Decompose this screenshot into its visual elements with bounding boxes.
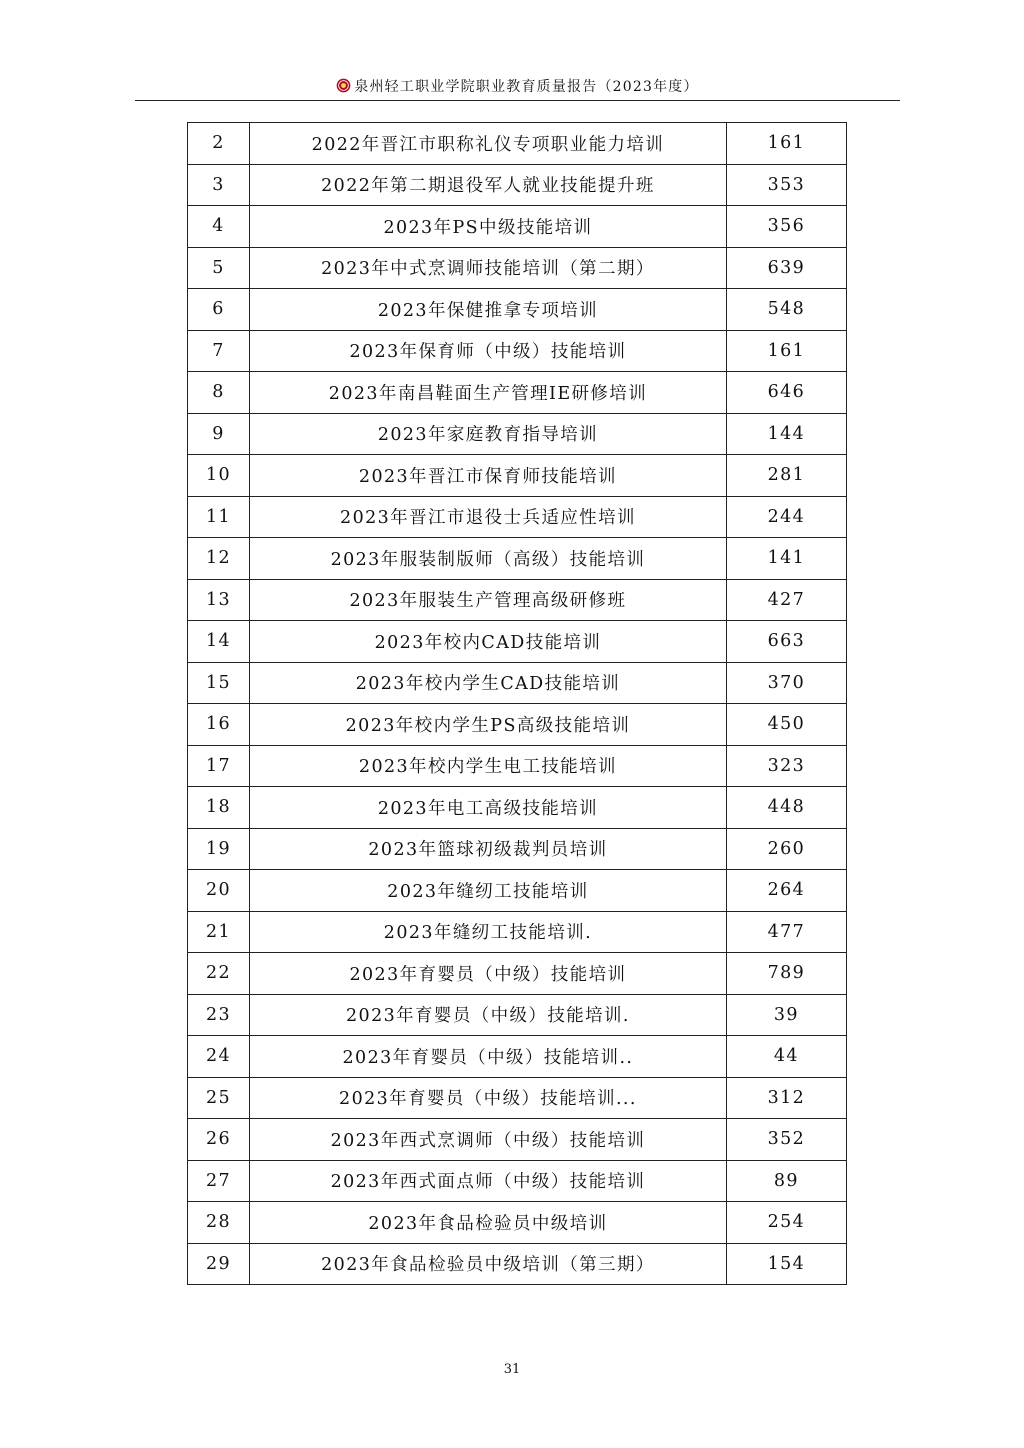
table-row [188, 1160, 847, 1202]
training-name-cell: 2023年育婴员（中级）技能培训. [250, 994, 727, 1036]
table-row [188, 289, 847, 331]
participant-count-cell: 312 [726, 1077, 846, 1119]
table-row [188, 870, 847, 912]
table-row [188, 621, 847, 663]
training-name-cell: 2023年西式面点师（中级）技能培训 [250, 1160, 727, 1202]
training-name-cell: 2022年第二期退役军人就业技能提升班 [250, 164, 727, 206]
row-number-cell: 12 [188, 538, 250, 580]
table-row [188, 455, 847, 497]
participant-count-cell: 161 [726, 123, 846, 165]
row-number-cell: 14 [188, 621, 250, 663]
table-row [188, 911, 847, 953]
table-row [188, 994, 847, 1036]
row-number-cell: 28 [188, 1202, 250, 1244]
training-name-cell: 2023年育婴员（中级）技能培训.. [250, 1036, 727, 1078]
training-name-cell: 2023年校内CAD技能培训 [250, 621, 727, 663]
participant-count-cell: 161 [726, 330, 846, 372]
row-number-cell: 21 [188, 911, 250, 953]
header-title: 泉州轻工职业学院职业教育质量报告（2023年度） [354, 79, 699, 95]
row-number-cell: 7 [188, 330, 250, 372]
participant-count-cell: 663 [726, 621, 846, 663]
participant-count-cell: 323 [726, 745, 846, 787]
participant-count-cell: 477 [726, 911, 846, 953]
training-name-cell: 2023年食品检验员中级培训（第三期） [250, 1243, 727, 1285]
participant-count-cell: 264 [726, 870, 846, 912]
row-number-cell: 4 [188, 206, 250, 248]
participant-count-cell: 281 [726, 455, 846, 497]
row-number-cell: 18 [188, 787, 250, 829]
header-line [135, 76, 900, 96]
row-number-cell: 5 [188, 247, 250, 289]
page-header [135, 74, 900, 101]
row-number-cell: 16 [188, 704, 250, 746]
training-name-cell: 2023年晋江市退役士兵适应性培训 [250, 496, 727, 538]
participant-count-cell: 89 [726, 1160, 846, 1202]
table-row [188, 787, 847, 829]
training-name-cell: 2023年电工高级技能培训 [250, 787, 727, 829]
table-row [188, 579, 847, 621]
row-number-cell: 2 [188, 123, 250, 165]
training-name-cell: 2023年校内学生PS高级技能培训 [250, 704, 727, 746]
row-number-cell: 6 [188, 289, 250, 331]
table-row [188, 330, 847, 372]
training-name-cell: 2023年育婴员（中级）技能培训... [250, 1077, 727, 1119]
training-name-cell: 2023年中式烹调师技能培训（第二期） [250, 247, 727, 289]
participant-count-cell: 646 [726, 372, 846, 414]
row-number-cell: 24 [188, 1036, 250, 1078]
row-number-cell: 9 [188, 413, 250, 455]
row-number-cell: 23 [188, 994, 250, 1036]
training-name-cell: 2023年PS中级技能培训 [250, 206, 727, 248]
training-name-cell: 2023年晋江市保育师技能培训 [250, 455, 727, 497]
training-name-cell: 2023年西式烹调师（中级）技能培训 [250, 1119, 727, 1161]
participant-count-cell: 548 [726, 289, 846, 331]
training-name-cell: 2023年篮球初级裁判员培训 [250, 828, 727, 870]
row-number-cell: 8 [188, 372, 250, 414]
participant-count-cell: 353 [726, 164, 846, 206]
participant-count-cell: 450 [726, 704, 846, 746]
participant-count-cell: 427 [726, 579, 846, 621]
row-number-cell: 25 [188, 1077, 250, 1119]
table-row [188, 164, 847, 206]
participant-count-cell: 254 [726, 1202, 846, 1244]
row-number-cell: 22 [188, 953, 250, 995]
training-name-cell: 2023年校内学生CAD技能培训 [250, 662, 727, 704]
training-name-cell: 2023年保健推拿专项培训 [250, 289, 727, 331]
row-number-cell: 27 [188, 1160, 250, 1202]
training-table [187, 122, 847, 1285]
training-name-cell: 2023年校内学生电工技能培训 [250, 745, 727, 787]
row-number-cell: 20 [188, 870, 250, 912]
table-row [188, 247, 847, 289]
table-row [188, 1202, 847, 1244]
row-number-cell: 13 [188, 579, 250, 621]
row-number-cell: 15 [188, 662, 250, 704]
row-number-cell: 10 [188, 455, 250, 497]
table-row [188, 413, 847, 455]
participant-count-cell: 352 [726, 1119, 846, 1161]
participant-count-cell: 448 [726, 787, 846, 829]
training-table-body [188, 123, 847, 1285]
table-row [188, 538, 847, 580]
table-row [188, 496, 847, 538]
training-name-cell: 2023年育婴员（中级）技能培训 [250, 953, 727, 995]
participant-count-cell: 370 [726, 662, 846, 704]
table-row [188, 662, 847, 704]
training-name-cell: 2022年晋江市职称礼仪专项职业能力培训 [250, 123, 727, 165]
table-row [188, 745, 847, 787]
participant-count-cell: 260 [726, 828, 846, 870]
row-number-cell: 19 [188, 828, 250, 870]
table-row [188, 828, 847, 870]
table-row [188, 1077, 847, 1119]
participant-count-cell: 144 [726, 413, 846, 455]
table-row [188, 704, 847, 746]
page-number: 31 [503, 1362, 521, 1377]
row-number-cell: 3 [188, 164, 250, 206]
row-number-cell: 11 [188, 496, 250, 538]
school-emblem-icon [336, 78, 351, 93]
training-name-cell: 2023年服装制版师（高级）技能培训 [250, 538, 727, 580]
training-name-cell: 2023年保育师（中级）技能培训 [250, 330, 727, 372]
training-name-cell: 2023年家庭教育指导培训 [250, 413, 727, 455]
participant-count-cell: 141 [726, 538, 846, 580]
row-number-cell: 17 [188, 745, 250, 787]
table-row [188, 953, 847, 995]
table-row [188, 1119, 847, 1161]
training-name-cell: 2023年缝纫工技能培训. [250, 911, 727, 953]
training-name-cell: 2023年服装生产管理高级研修班 [250, 579, 727, 621]
table-row [188, 372, 847, 414]
participant-count-cell: 356 [726, 206, 846, 248]
participant-count-cell: 44 [726, 1036, 846, 1078]
table-row [188, 1243, 847, 1285]
training-name-cell: 2023年南昌鞋面生产管理IE研修培训 [250, 372, 727, 414]
participant-count-cell: 244 [726, 496, 846, 538]
participant-count-cell: 639 [726, 247, 846, 289]
participant-count-cell: 154 [726, 1243, 846, 1285]
participant-count-cell: 39 [726, 994, 846, 1036]
table-row [188, 123, 847, 165]
training-name-cell: 2023年食品检验员中级培训 [250, 1202, 727, 1244]
row-number-cell: 29 [188, 1243, 250, 1285]
training-name-cell: 2023年缝纫工技能培训 [250, 870, 727, 912]
row-number-cell: 26 [188, 1119, 250, 1161]
table-row [188, 1036, 847, 1078]
participant-count-cell: 789 [726, 953, 846, 995]
table-row [188, 206, 847, 248]
